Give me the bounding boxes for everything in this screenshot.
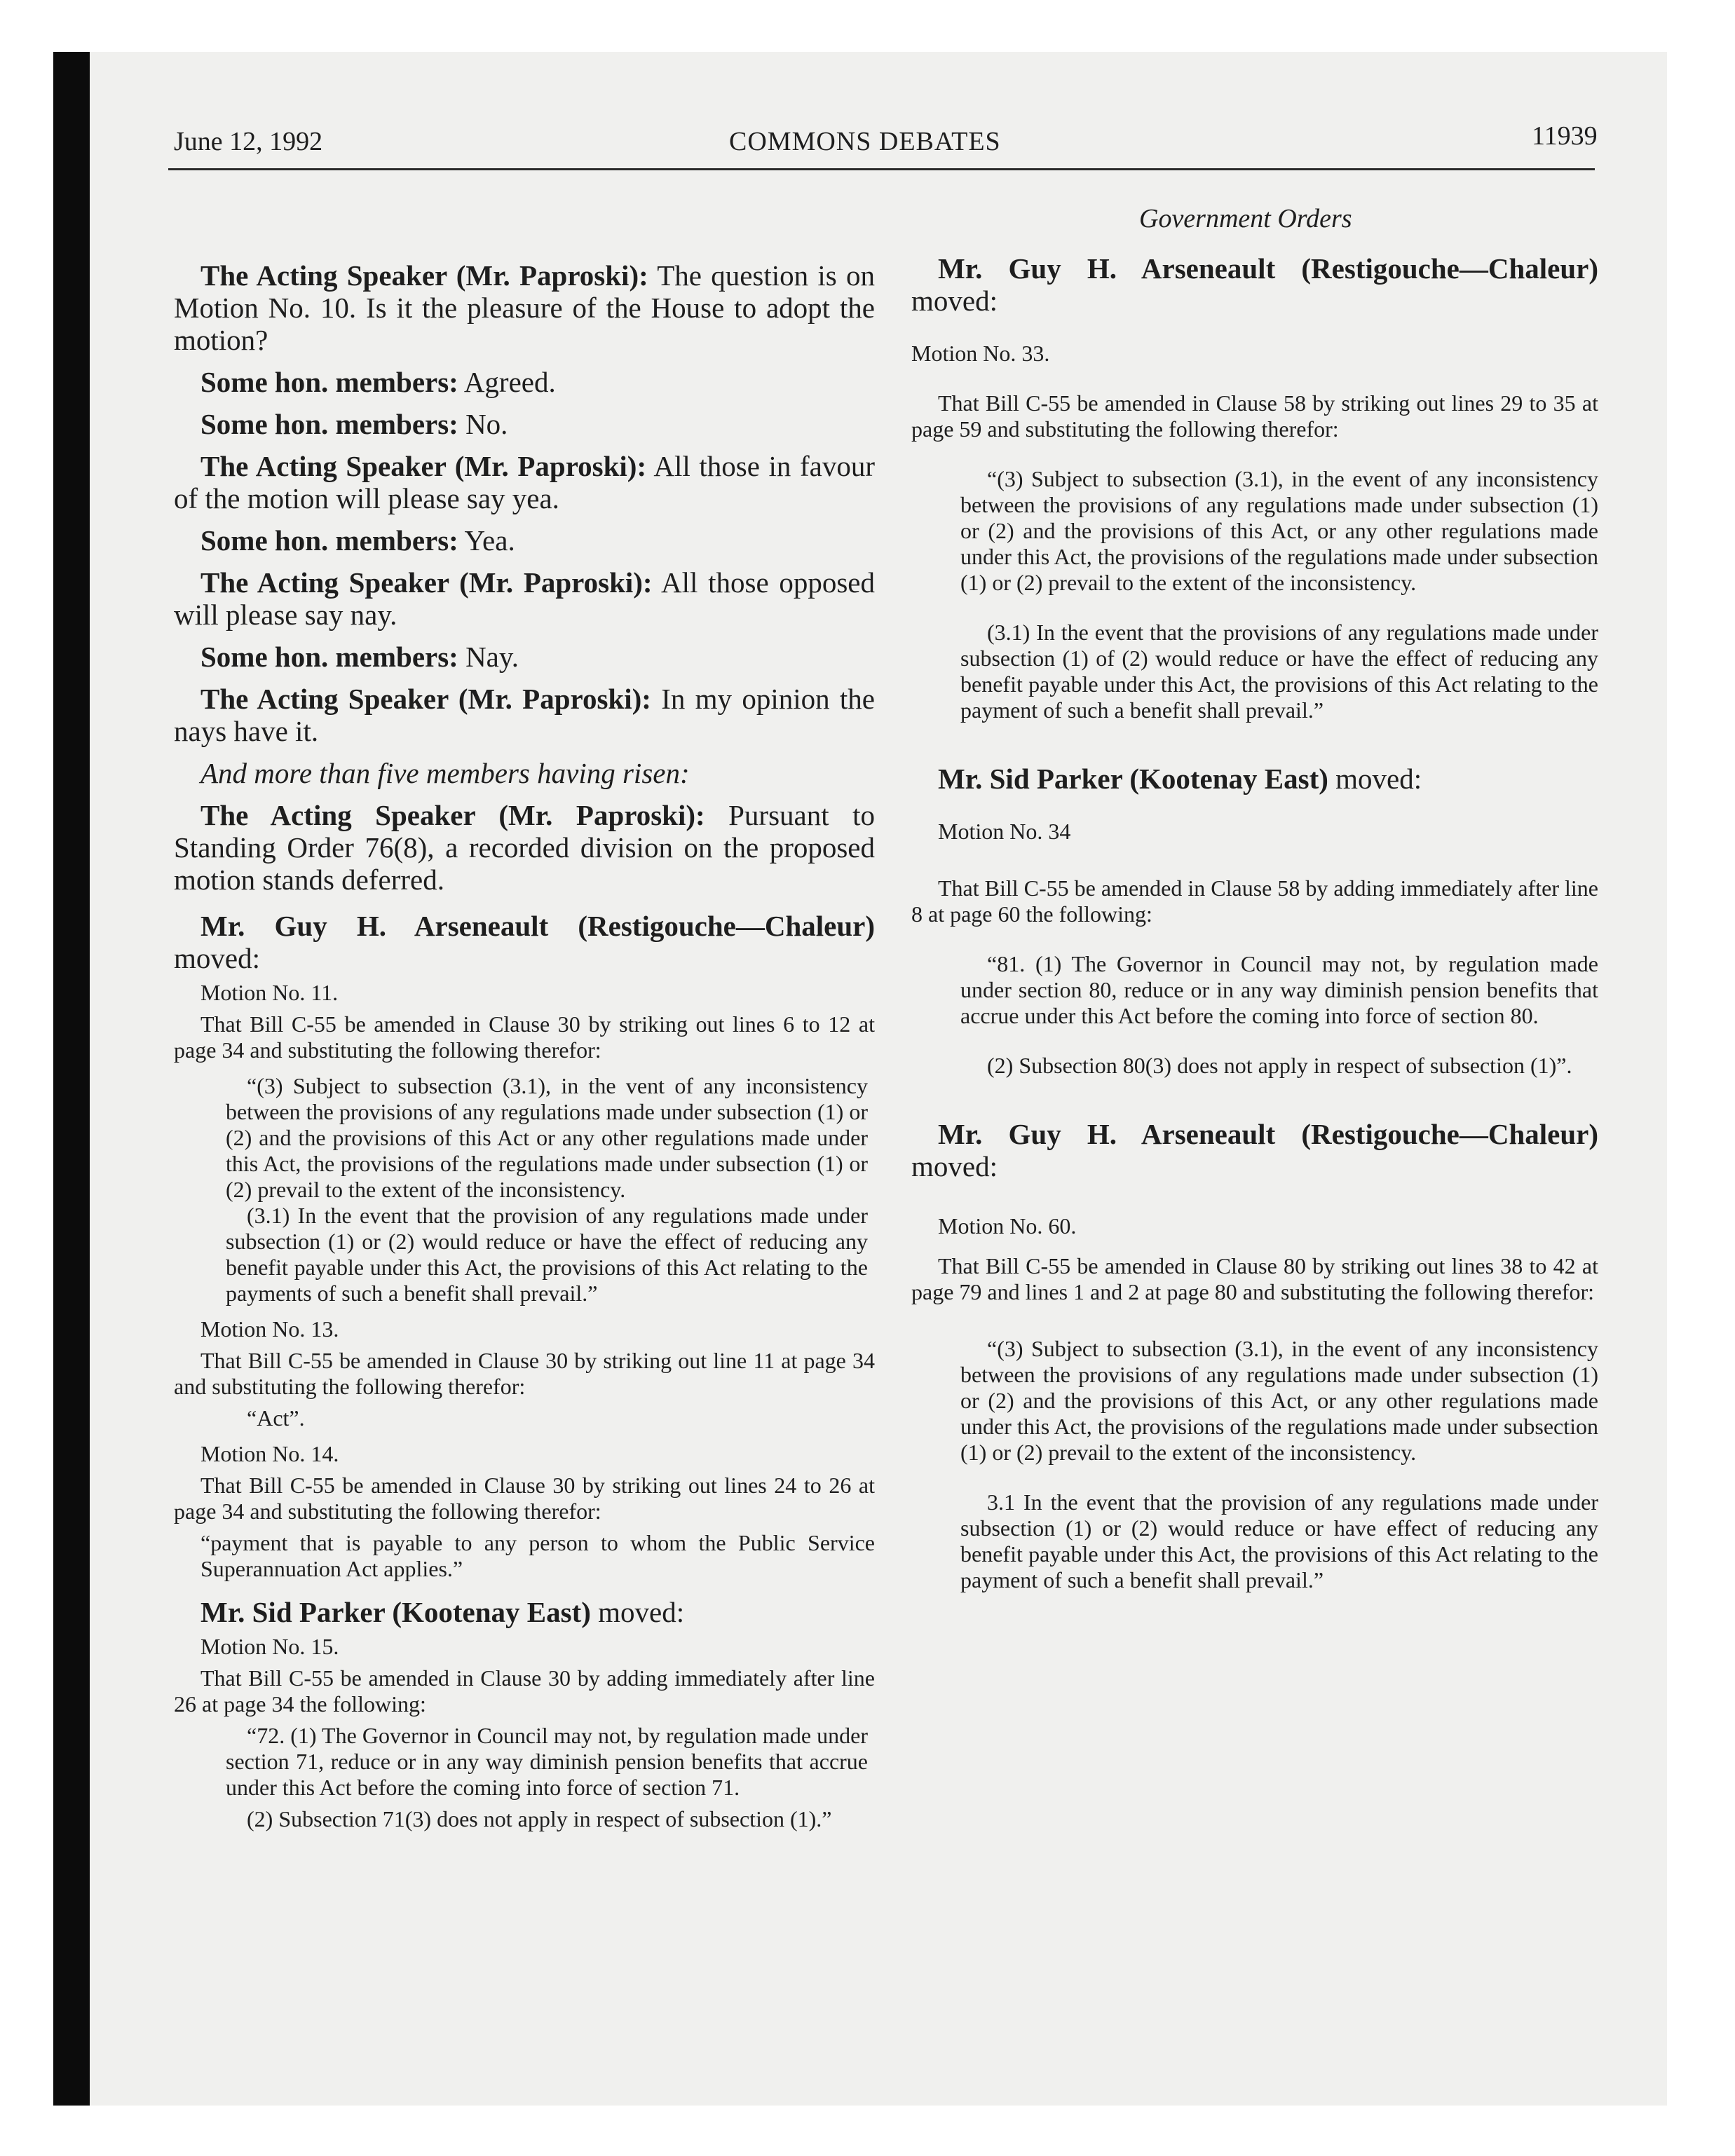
- stage-direction: And more than five members having risen:: [200, 757, 690, 789]
- motion-quote: 3.1 In the event that the provision of any regulations made under subsection (1) or (2) would reduce or have effect of reducing any benefit payable under this Act, the provisions of this Act relating to the payment of such a benefit shall prevail.”: [960, 1489, 1598, 1592]
- speaker-name: The Acting Speaker (Mr. Paproski):: [200, 799, 705, 831]
- motion-number: Motion No. 13.: [200, 1316, 339, 1342]
- speaker-name: Some hon. members:: [200, 408, 458, 440]
- motion-body: That Bill C-55 be amended in Clause 58 by striking out lines 29 to 35 at page 59 and substituting the following therefor:: [911, 390, 1598, 442]
- left-column: [174, 259, 875, 1832]
- motion-quote: “(3) Subject to subsection (3.1), in the event of any inconsistency between the provisions of any regulations made under subsection (1) or (2) and the provisions of this Act, or any other regulations made under this Act, the provisions of the regulations made under subsection (1) or (2) prevail to the extent of the inconsistency.: [960, 1336, 1598, 1465]
- speech-text: Agreed.: [458, 366, 556, 398]
- motion-number: Motion No. 15.: [200, 1634, 339, 1659]
- speech-paragraph: [911, 1118, 1598, 1182]
- speaker-name: The Acting Speaker (Mr. Paproski):: [200, 259, 648, 292]
- speech-paragraph: [174, 799, 875, 896]
- header-date: June 12, 1992: [174, 127, 323, 156]
- motion-body: That Bill C-55 be amended in Clause 58 by adding immediately after line 8 at page 60 the following:: [911, 875, 1598, 927]
- speech-text: All those opposed will please say nay.: [174, 566, 875, 631]
- page-number: 11939: [1532, 121, 1598, 151]
- speech-text: In my opinion the nays have it.: [174, 683, 875, 747]
- motion-quote: (3.1) In the event that the provisions of any regulations made under subsection (1) of (2) would reduce or have the effect of reducing any benefit payable under this Act, the provisions of this Act relating to the payment of such a benefit shall prevail.”: [960, 620, 1598, 723]
- motion-quote: (2) Subsection 80(3) does not apply in respect of subsection (1)”.: [987, 1053, 1572, 1078]
- motion-body: That Bill C-55 be amended in Clause 80 by striking out lines 38 to 42 at page 79 and lines 1 and 2 at page 80 and substituting the following therefor:: [911, 1253, 1598, 1304]
- speech-text: Pursuant to Standing Order 76(8), a recorded division on the proposed motion stands deferred.: [174, 799, 875, 896]
- motion-number: Motion No. 60.: [938, 1213, 1077, 1239]
- speaker-name: Mr. Guy H. Arseneault (Restigouche—Chaleur): [200, 910, 875, 942]
- motion-body: That Bill C-55 be amended in Clause 30 by striking out lines 24 to 26 at page 34 and substituting the following therefor:: [174, 1473, 875, 1524]
- motion-quote: “Act”.: [247, 1405, 305, 1431]
- speech-paragraph: [174, 910, 875, 974]
- speech-paragraph: [174, 1596, 875, 1628]
- speaker-name: Mr. Guy H. Arseneault (Restigouche—Chaleur): [938, 252, 1598, 285]
- motion-quote: (3.1) In the event that the provision of any regulations made under subsection (1) or (2) would reduce or have the effect of reducing any benefit payable under this Act, the provisions of this Act relating to the payments of such a benefit shall prevail.”: [226, 1203, 868, 1306]
- speech-paragraph: [174, 450, 875, 514]
- motion-number: Motion No. 34: [938, 819, 1071, 844]
- speaker-name: Mr. Sid Parker (Kootenay East): [938, 763, 1328, 795]
- speech-paragraph: [174, 366, 875, 398]
- header-rule: [168, 168, 1595, 170]
- motion-quote: “(3) Subject to subsection (3.1), in the event of any inconsistency between the provisions of any regulations made under subsection (1) or (2) and the provisions of this Act, or any other regulations made under this Act, the provisions of the regulations made under subsection (1) or (2) prevail to the extent of the inconsistency.: [960, 466, 1598, 595]
- speaker-name: The Acting Speaker (Mr. Paproski):: [200, 450, 647, 482]
- speaker-name: The Acting Speaker (Mr. Paproski):: [200, 683, 651, 715]
- speech-paragraph: [174, 566, 875, 631]
- speaker-name: Mr. Guy H. Arseneault (Restigouche—Chaleur): [938, 1118, 1598, 1150]
- motion-body: That Bill C-55 be amended in Clause 30 by striking out line 11 at page 34 and substituting the following therefor:: [174, 1348, 875, 1399]
- speaker-name: Mr. Sid Parker (Kootenay East): [200, 1596, 591, 1628]
- motion-number: Motion No. 11.: [200, 980, 339, 1005]
- motion-number: Motion No. 33.: [911, 341, 1050, 366]
- speech-paragraph: [174, 683, 875, 747]
- speech-text: moved:: [1328, 763, 1422, 795]
- binding-edge: [53, 52, 90, 2106]
- motion-quote: “(3) Subject to subsection (3.1), in the vent of any inconsistency between the provisions of any regulations made under subsection (1) or (2) and the provisions of this Act or any other regulations made under this Act, the provisions of the regulations made under subsection (1) or (2) prevail to the extent of the inconsistency.: [226, 1073, 868, 1202]
- speaker-name: The Acting Speaker (Mr. Paproski):: [200, 566, 653, 599]
- speech-paragraph: [174, 408, 875, 440]
- speech-paragraph: [174, 641, 875, 673]
- speech-paragraph: [174, 259, 875, 356]
- speech-text: Yea.: [458, 524, 515, 557]
- speech-text: No.: [458, 408, 508, 440]
- speaker-name: Some hon. members:: [200, 641, 458, 673]
- speaker-name: Some hon. members:: [200, 366, 458, 398]
- speech-text: The question is on Motion No. 10. Is it the pleasure of the House to adopt the motion?: [174, 259, 875, 356]
- motion-quote: “72. (1) The Governor in Council may not, by regulation made under section 71, reduce or in any way diminish pension benefits that accrue under this Act before the coming into force of section 71.: [226, 1723, 868, 1800]
- speech-text: moved:: [911, 285, 998, 317]
- speech-text: All those in favour of the motion will please say yea.: [174, 450, 875, 514]
- section-heading: Government Orders: [1139, 204, 1352, 233]
- speech-paragraph: [911, 252, 1598, 317]
- motion-number: Motion No. 14.: [200, 1441, 339, 1466]
- motion-quote: “payment that is payable to any person to whom the Public Service Superannuation Act applies.”: [200, 1530, 875, 1581]
- speech-paragraph: [174, 524, 875, 557]
- motion-body: That Bill C-55 be amended in Clause 30 by adding immediately after line 26 at page 34 the following:: [174, 1665, 875, 1717]
- speech-text: moved:: [911, 1150, 998, 1182]
- motion-quote: (2) Subsection 71(3) does not apply in respect of subsection (1).”: [247, 1806, 832, 1831]
- speech-text: moved:: [174, 942, 260, 974]
- motion-quote: “81. (1) The Governor in Council may not, by regulation made under section 80, reduce or in any way diminish pension benefits that accrue under this Act before the coming into force of section 80.: [960, 951, 1598, 1028]
- speech-paragraph: [911, 763, 1598, 795]
- header-title: COMMONS DEBATES: [729, 127, 1001, 156]
- right-column: [911, 252, 1598, 1593]
- speaker-name: Some hon. members:: [200, 524, 458, 557]
- speech-text: Nay.: [458, 641, 519, 673]
- motion-body: That Bill C-55 be amended in Clause 30 by striking out lines 6 to 12 at page 34 and substituting the following therefor:: [174, 1011, 875, 1063]
- speech-text: moved:: [590, 1596, 685, 1628]
